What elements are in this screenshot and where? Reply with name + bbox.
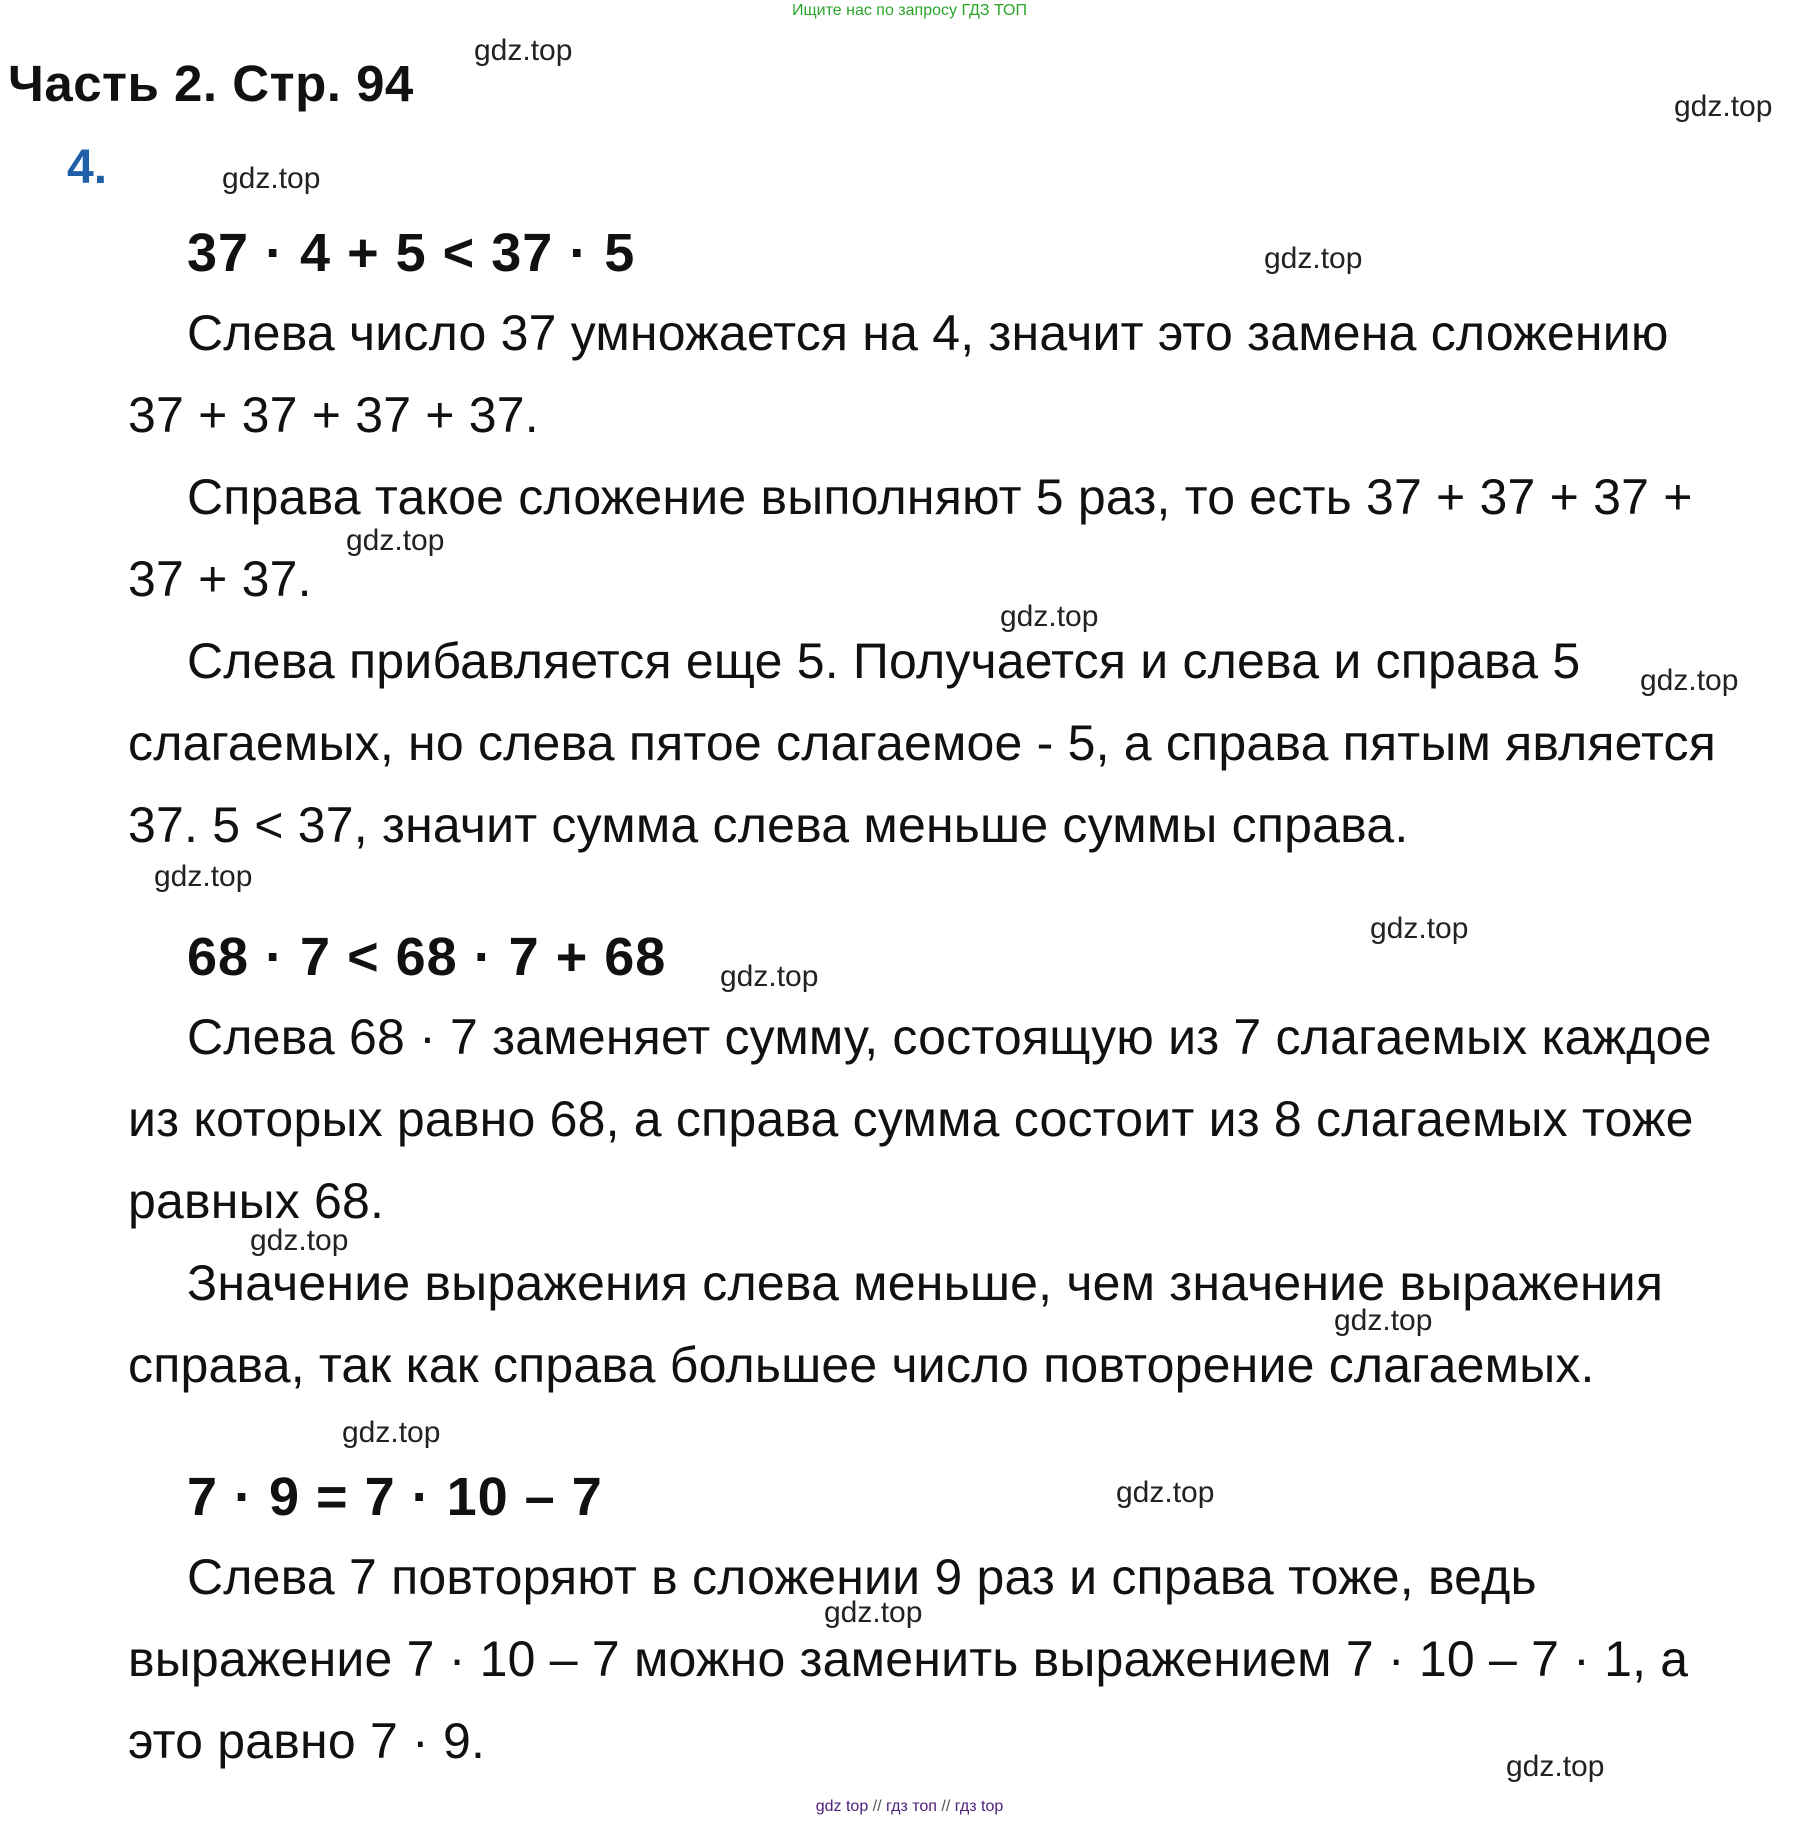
- watermark: gdz.top: [1116, 1476, 1215, 1509]
- text-line: 37. 5 < 37, значит сумма слева меньше суммы справа.: [128, 797, 1409, 853]
- footer-link[interactable]: gdz top: [815, 1798, 869, 1815]
- watermark: gdz.top: [1264, 242, 1363, 275]
- watermark: gdz.top: [1370, 912, 1469, 945]
- expression-3: 7 · 9 = 7 · 10 – 7: [187, 1467, 603, 1527]
- text-line: Справа такое сложение выполняют 5 раз, то есть 37 + 37 + 37 +: [187, 469, 1693, 525]
- footer: [0, 1798, 1819, 1816]
- watermark: gdz.top: [346, 524, 445, 557]
- watermark: gdz.top: [1000, 600, 1099, 633]
- watermark: gdz.top: [1674, 90, 1773, 123]
- page-title: Часть 2. Стр. 94: [8, 55, 414, 112]
- footer-separator: //: [941, 1798, 951, 1815]
- watermark: gdz.top: [342, 1416, 441, 1449]
- watermark: gdz.top: [1506, 1750, 1605, 1783]
- task-number: 4.: [67, 141, 108, 194]
- text-line: слагаемых, но слева пятое слагаемое - 5, а справа пятым является: [128, 715, 1717, 771]
- text-line: Слева 68 · 7 заменяет сумму, состоящую из 7 слагаемых каждое: [187, 1009, 1712, 1065]
- watermark: gdz.top: [474, 34, 573, 67]
- watermark: gdz.top: [154, 860, 253, 893]
- footer-separator: //: [872, 1798, 882, 1815]
- text-line: равных 68.: [128, 1173, 385, 1229]
- text-line: Слева прибавляется еще 5. Получается и слева и справа 5: [187, 633, 1581, 689]
- text-line: из которых равно 68, а справа сумма состоит из 8 слагаемых тоже: [128, 1091, 1694, 1147]
- text-line: Значение выражения слева меньше, чем значение выражения: [187, 1255, 1664, 1311]
- text-line: выражение 7 · 10 – 7 можно заменить выражением 7 · 10 – 7 · 1, а: [128, 1631, 1689, 1687]
- watermark: gdz.top: [720, 960, 819, 993]
- text-line: это равно 7 · 9.: [128, 1713, 486, 1769]
- text-line: Слева число 37 умножается на 4, значит это замена сложению: [187, 305, 1669, 361]
- watermark: gdz.top: [1640, 664, 1739, 697]
- watermark: gdz.top: [824, 1596, 923, 1629]
- watermark: gdz.top: [222, 162, 321, 195]
- text-line: справа, так как справа большее число повторение слагаемых.: [128, 1337, 1595, 1393]
- footer-link[interactable]: гдз top: [954, 1798, 1004, 1815]
- top-banner: Ищите нас по запросу ГДЗ ТОП: [792, 2, 1027, 19]
- footer-link[interactable]: гдз топ: [886, 1798, 937, 1815]
- text-line: Слева 7 повторяют в сложении 9 раз и справа тоже, ведь: [187, 1549, 1537, 1605]
- expression-1: 37 · 4 + 5 < 37 · 5: [187, 223, 636, 283]
- text-line: 37 + 37.: [128, 551, 312, 607]
- watermark: gdz.top: [250, 1224, 349, 1257]
- text-line: 37 + 37 + 37 + 37.: [128, 387, 539, 443]
- watermark: gdz.top: [1334, 1304, 1433, 1337]
- expression-2: 68 · 7 < 68 · 7 + 68: [187, 927, 667, 987]
